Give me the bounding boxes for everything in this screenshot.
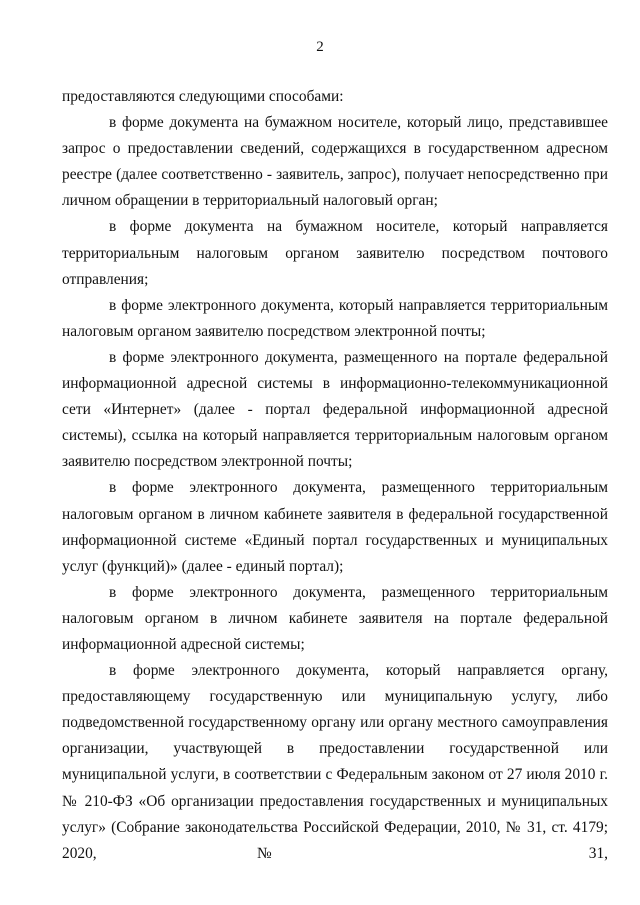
document-body [62, 84, 608, 867]
paragraph-paper-personal: в форме документа на бумажном носителе, который лицо, представившее запрос о предоставлении сведений, содержащихся в государственном адресном реестре (далее соответственно - заявитель, запрос), получает непосредственно при личном обращении в территориальный налоговый орган; [62, 114, 608, 210]
paragraph-intro: предоставляются следующими способами: [62, 88, 344, 105]
paragraph-paper-post: в форме документа на бумажном носителе, который направляется территориальным налоговым органом заявителю посредством почтового отправления; [62, 218, 608, 288]
page-number: 2 [316, 39, 324, 55]
paragraph-electronic-fias-cabinet: в форме электронного документа, размещенного территориальным налоговым органом в личном кабинете заявителя на портале федеральной информационной адресной системы; [62, 583, 608, 653]
paragraph-electronic-unified-portal: в форме электронного документа, размещенного территориальным налоговым органом в личном кабинете заявителя в федеральной государственной информационной системе «Единый портал государственных и муниципальных услуг (функций)» (далее - единый портал); [62, 479, 608, 575]
paragraph-electronic-email: в форме электронного документа, который направляется территориальным налоговым органом заявителю посредством электронной почты; [62, 296, 608, 340]
paragraph-electronic-fias-portal-link: в форме электронного документа, размещенного на портале федеральной информационной адресной системы в информационно-телекоммуникационной сети «Интернет» (далее - портал федеральной информационной адресной системы), ссылка на который направляется территориальным налоговым органом заявителю посредством электронной почты; [62, 348, 608, 471]
paragraph-electronic-interagency: в форме электронного документа, который направляется органу, предоставляющему государственную или муниципальную услугу, либо подведомственной государственному органу или органу местного самоуправления организации, участвующей в предоставлении государственной или муниципальной услуги, в соответствии с Федеральным законом от 27 июля 2010 г. № 210-ФЗ «Об организации предоставления государственных и муниципальных услуг» (Собрание законодательства Российской Федерации, 2010, № 31, ст. 4179; 2020, № 31, [62, 662, 608, 862]
